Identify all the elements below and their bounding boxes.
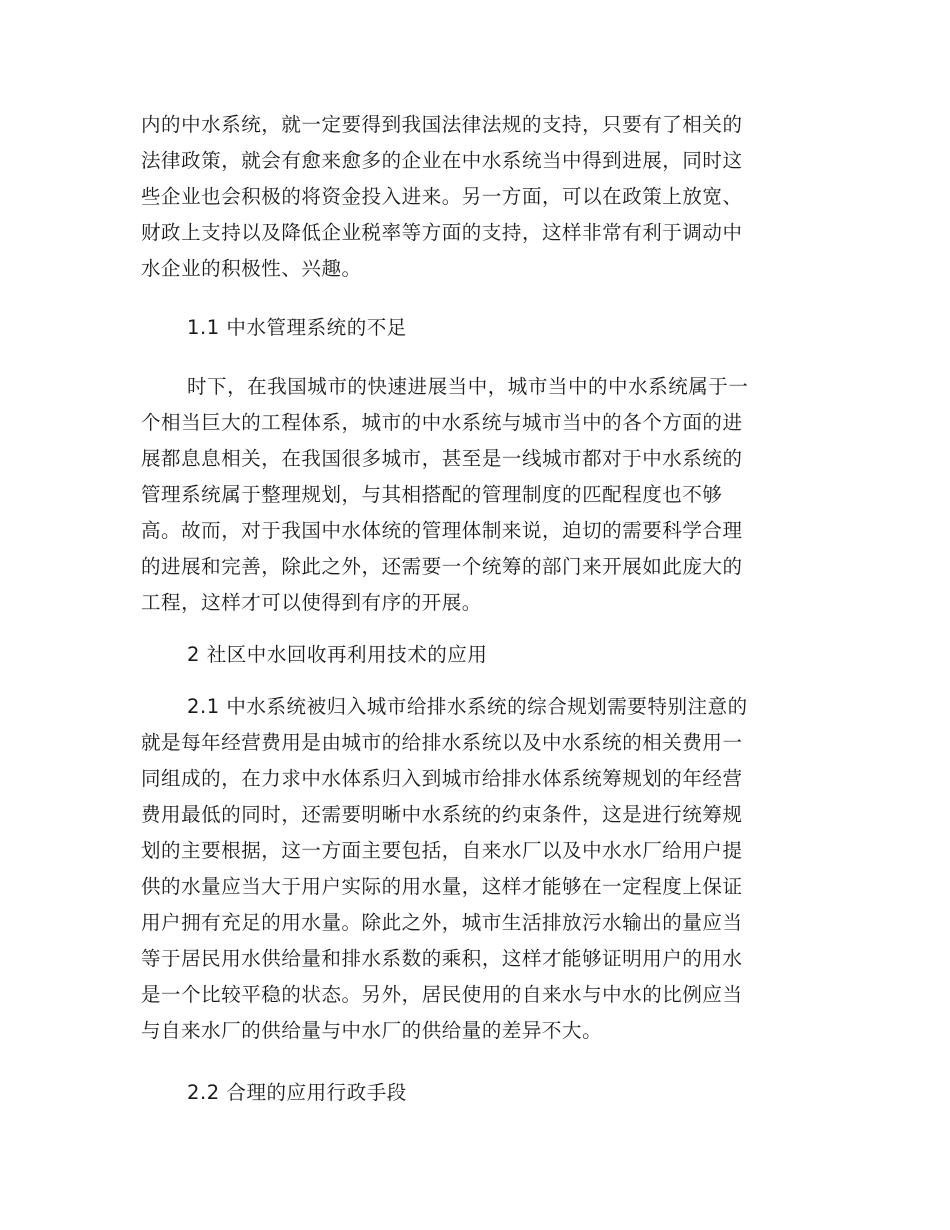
- body-text-line: 内的中水系统，就一定要得到我国法律法规的支持，只要有了相关的: [141, 113, 743, 136]
- body-text-line: 就是每年经营费用是由城市的给排水系统以及中水系统的相关费用一: [141, 731, 743, 754]
- body-text-line: 是一个比较平稳的状态。另外，居民使用的自来水与中水的比例应当: [141, 983, 743, 1006]
- body-text-line: 些企业也会积极的将资金投入进来。另一方面，可以在政策上放宽、: [141, 185, 743, 208]
- body-text-line: 的进展和完善，除此之外，还需要一个统筹的部门来开展如此庞大的: [141, 555, 743, 578]
- body-text-line: 划的主要根据，这一方面主要包括，自来水厂以及中水水厂给用户提: [141, 839, 743, 862]
- body-text-line: 财政上支持以及降低企业税率等方面的支持，这样非常有利于调动中: [141, 221, 743, 244]
- body-text-line: 管理系统属于整理规划，与其相搭配的管理制度的匹配程度也不够: [141, 483, 723, 506]
- body-text-line: 同组成的，在力求中水体系归入到城市给排水体系统筹规划的年经营: [141, 767, 743, 790]
- body-text-line: 水企业的积极性、兴趣。: [141, 257, 362, 280]
- section-heading-1-1: 1.1 中水管理系统的不足: [187, 316, 407, 339]
- body-text-line: 等于居民用水供给量和排水系数的乘积，这样才能够证明用户的用水: [141, 947, 743, 970]
- body-text-line: 供的水量应当大于用户实际的用水量，这样才能够在一定程度上保证: [141, 875, 743, 898]
- body-text-line: 费用最低的同时，还需要明晰中水系统的约束条件，这是进行统筹规: [141, 803, 743, 826]
- body-text-line: 工程，这样才可以使得到有序的开展。: [141, 591, 482, 614]
- body-text-line: 展都息息相关，在我国很多城市，甚至是一线城市都对于中水系统的: [141, 447, 743, 470]
- body-text-line: 法律政策，就会有愈来愈多的企业在中水系统当中得到进展，同时这: [141, 149, 743, 172]
- body-text-line: 与自来水厂的供给量与中水厂的供给量的差异不大。: [141, 1019, 603, 1042]
- body-text-line: 高。故而，对于我国中水体统的管理体制来说，迫切的需要科学合理: [141, 519, 743, 542]
- body-text-line: 用户拥有充足的用水量。除此之外，城市生活排放污水输出的量应当: [141, 911, 743, 934]
- body-text-line: 2.1 中水系统被归入城市给排水系统的综合规划需要特别注意的: [187, 695, 748, 718]
- section-heading-2: 2 社区中水回收再利用技术的应用: [187, 643, 488, 666]
- body-text-line: 个相当巨大的工程体系，城市的中水系统与城市当中的各个方面的进: [141, 411, 743, 434]
- body-text-line: 时下，在我国城市的快速进展当中，城市当中的中水系统属于一: [187, 375, 749, 398]
- section-heading-2-2: 2.2 合理的应用行政手段: [187, 1081, 407, 1104]
